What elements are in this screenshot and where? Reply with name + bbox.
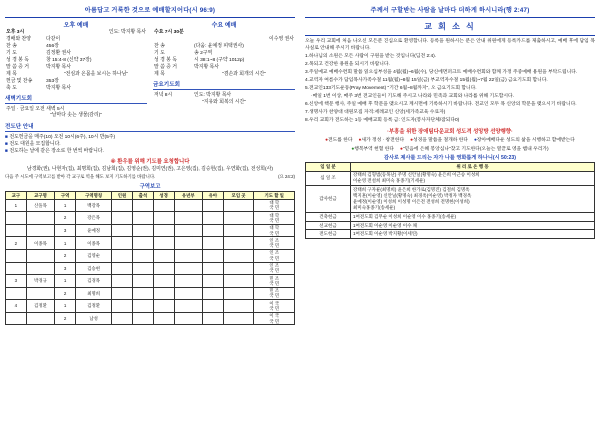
evangelism-guide-text: 전도헌금을 매주(10) 오전 10시(6주), 10시 반(5주) (9, 134, 116, 140)
table-cell (223, 249, 254, 262)
table-row (6, 275, 295, 288)
table-cell: 남성 (76, 312, 112, 325)
ministry-item: ●"믿음에 은혜 봉앙심나"찾고 기도한다(오늘는 열끝로 영을 햄내 우리가) (400, 146, 549, 152)
offering-names: 1여전도회 이순영 박지황(이세연) (351, 230, 595, 239)
order-value: 박지황 목사 (46, 85, 71, 91)
table-cell (174, 199, 202, 212)
table-cell (132, 212, 153, 225)
table-cell: 대 학 국 민 (254, 212, 295, 225)
district-col-header: 인원 (112, 192, 133, 199)
order-label: 헌금 및 찬송 (6, 78, 33, 84)
table-cell: 김영순 (76, 249, 112, 262)
table-cell (132, 287, 153, 300)
table-cell: 2 (55, 212, 76, 225)
order-row (153, 44, 295, 51)
table-cell (174, 262, 202, 275)
district-col-header: 유아 (202, 192, 223, 199)
order-label: 제 목 (6, 71, 17, 77)
service-afternoon-table (5, 30, 147, 92)
table-cell: 2 (55, 287, 76, 300)
order-value: 창 15:4-8 (신약 37장) (46, 58, 92, 64)
table-cell (112, 300, 133, 313)
offering-col-header: 임 일 분 (306, 162, 351, 171)
table-cell (223, 275, 254, 288)
table-cell (202, 287, 223, 300)
order-row (153, 51, 295, 58)
table-cell (26, 212, 54, 225)
table-cell: 민 조 국 민 (254, 287, 295, 300)
right-header: 주께서 구할받는 사람을 날마다 더하게 하시니라(행 2:47) (370, 7, 530, 14)
table-cell: 산돌목 (26, 199, 54, 212)
service-afternoon (5, 20, 147, 120)
offering-category: 건축헌금 (306, 213, 351, 222)
table-row (6, 300, 295, 313)
table-cell: 강은목 (76, 212, 112, 225)
order-label: 주일 · 금요일 오전 새벽 5시 (6, 106, 65, 112)
news-list (305, 54, 595, 125)
table-cell (202, 249, 223, 262)
table-cell (202, 224, 223, 237)
table-cell (112, 287, 133, 300)
dawn-prayer-table (5, 106, 147, 120)
news-item: 4.교역자 여름수가 담임목사가족수절 11월(월)~8월 15일(금) 부교역자수절 15월(월)~7월 22일(금) 금요기도회 합니다. (305, 78, 548, 84)
table-cell (6, 262, 27, 275)
right-header-rule (305, 17, 595, 18)
order-label: 축 도 (6, 85, 17, 91)
district-col-header: 구역명칭 (76, 192, 112, 199)
sick-prayer-band: ※ 환우를 위해 기도를 요청합니다 (110, 159, 190, 166)
news-item: 8.우리 교회가 전도하는 1등 예배교회 등록 금: 인도자(봉사자단체/잠되다0) (305, 118, 460, 123)
service-wednesday-title: 수요 예배 (211, 23, 237, 29)
table-cell: 2 (55, 312, 76, 325)
table-cell: 이종목 (26, 237, 54, 250)
ministry-label: 전도를 한다 (328, 137, 353, 143)
order-row (5, 113, 147, 120)
table-cell: 이 국 국 민 (254, 312, 295, 325)
offering-category: 선교헌금 (306, 221, 351, 230)
table-row (306, 171, 595, 186)
order-value: 353장 (46, 78, 59, 84)
order-value: (다움: 윤예정 피택권사) (194, 44, 244, 50)
table-cell: 김경목 (76, 275, 112, 288)
order-row (5, 78, 147, 85)
ministry-item: ●성경을 말씀을 절개하 한다 (410, 137, 468, 143)
table-cell (174, 237, 202, 250)
ministry-band-title: ·부흥을 위한 장애팀다운교회 성도격 성앙방 선양행향· (387, 128, 513, 135)
district-table-body (6, 199, 295, 325)
table-cell: 백강목 (76, 199, 112, 212)
table-cell (153, 275, 174, 288)
table-row (306, 221, 595, 230)
table-cell: 김승현 (76, 262, 112, 275)
order-row (5, 44, 147, 51)
table-cell: 인 조 국 민 (254, 262, 295, 275)
order-value: 박지황 목사 (194, 64, 219, 70)
order-label: 말 씀 증 거 (6, 64, 29, 70)
table-cell (132, 275, 153, 288)
table-cell (26, 262, 54, 275)
table-cell: 윤예정 (76, 224, 112, 237)
order-row (5, 71, 147, 78)
table-cell (202, 199, 223, 212)
order-value: "겸손과 회개의 시간" (222, 71, 266, 77)
table-cell (153, 262, 174, 275)
table-cell: 대 학 국 민 (254, 224, 295, 237)
table-cell (223, 300, 254, 313)
table-cell: 1 (55, 199, 76, 212)
table-cell: 3 (6, 275, 27, 288)
table-cell: 김정환 (26, 300, 54, 313)
table-cell (132, 237, 153, 250)
table-row (6, 287, 295, 300)
table-cell (6, 212, 27, 225)
table-cell (223, 199, 254, 212)
table-cell (202, 262, 223, 275)
table-row (6, 224, 295, 237)
table-cell: 최명희 (76, 287, 112, 300)
welcome-paragraph: 오늘 우리 교회에 처음 나오신 모든분 진심으로 환영합니다. 등록을 원하시는 분은 안내 위원에게 등록카드를 제출하시고, 예배 후에 담임 목사실로 안내해 주시기 바랍니다. (305, 39, 595, 52)
table-cell (132, 224, 153, 237)
ministry-item: ●전도를 한다 (325, 137, 353, 143)
right-column (300, 0, 600, 424)
table-cell: 대 학 국 민 (254, 199, 295, 212)
table-cell (112, 312, 133, 325)
table-cell (153, 237, 174, 250)
service-afternoon-title: 오후 예배 (63, 23, 89, 29)
table-cell (112, 249, 133, 262)
order-row (5, 58, 147, 65)
evangelism-guide-text: 전도하는 날에 같은 장소로 한 번씩 바랍니다. (9, 149, 104, 155)
table-cell (223, 262, 254, 275)
order-value: 박지황 목사 (46, 64, 71, 70)
table-cell (112, 199, 133, 212)
order-row (153, 71, 295, 78)
table-cell (153, 300, 174, 313)
table-cell (174, 249, 202, 262)
ministry-label: 새가 정성 · 창전한다 (361, 137, 405, 143)
table-cell (26, 312, 54, 325)
order-value: "지유와 회복의 시간" (202, 99, 246, 105)
district-table-caption: 구역보고 (139, 184, 161, 191)
order-value: 이수영 권사 (269, 37, 294, 43)
news-item: 3.주일예교 예배수련회 말씀 읽으심부성을 4월(월)~6월(수), 당신에면퍼크트 예배수련회와 함께 가정 주중예배 용원을 부탁드립니다. (305, 70, 578, 76)
table-cell (174, 312, 202, 325)
order-label: 수요 7시 30분 (154, 30, 184, 36)
district-table (5, 191, 295, 325)
table-cell: 1 (55, 300, 76, 313)
offering-names: 강태희 구자륜(최명희) 윤은희 한가로(김명진) 김철희 김명옥 백지훈(이순영) 신안닐(황명숙) 최경옥(이순영) 박정자 백경옥 윤예정(이순영) 이성희 이성명 이은전 전성희 전명현(이성희) 최미숙홍종기(송세운) (351, 186, 595, 213)
table-row (306, 186, 595, 213)
evangelism-guide-item: ■ 전도헌금을 매주(10) 오전 10시(6주), 10시 반(5주) (5, 134, 116, 140)
order-row (153, 30, 295, 37)
table-row (6, 212, 295, 225)
order-row (5, 37, 147, 44)
friday-prayer-table (153, 92, 295, 106)
table-cell (132, 300, 153, 313)
district-col-header: 성경 (153, 192, 174, 199)
offering-banner: 감사로 제사를 드리는 자가 나를 영화롭게 하나니(시 50:23) (383, 154, 517, 161)
table-cell (6, 249, 27, 262)
order-value: 김정환 권사 (46, 51, 71, 57)
service-wednesday (153, 20, 295, 120)
order-value: 인도: 박지황 목사 (194, 92, 232, 98)
table-cell (174, 300, 202, 313)
evangelism-guide-item: ■ 전도 대원을 모집합니다. (5, 142, 61, 148)
offering-col-header: 위 리 로 온 행 동 (351, 162, 595, 171)
news-title: 교 회 소 식 (424, 22, 476, 31)
table-cell (153, 224, 174, 237)
order-value: 시 38:1~8 (구약 1012p) (194, 58, 245, 64)
table-cell: 3 (55, 224, 76, 237)
table-cell (223, 312, 254, 325)
table-cell (153, 199, 174, 212)
order-value: "전심과 온몸을 보시는 하나님" (63, 71, 129, 77)
ministry-label: 성경을 말씀을 절개하 한다 (413, 137, 468, 143)
district-col-header: 교구명 (26, 192, 54, 199)
order-label: 제 목 (154, 71, 165, 77)
evangelism-guide-title: 전도단 안내 (5, 123, 34, 130)
table-cell (132, 199, 153, 212)
district-col-header: 모임 곳 (223, 192, 254, 199)
news-title-rule (305, 35, 595, 36)
table-cell (26, 224, 54, 237)
table-cell (202, 275, 223, 288)
order-row (153, 58, 295, 65)
news-item: 7.생명사가 찬양대 대원모집 자격:세례교인 신앙(세가족교육 수료자) (305, 110, 446, 116)
ministry-label: 행복부역 헌혈 한다 (354, 146, 395, 152)
table-cell (223, 212, 254, 225)
table-row (6, 249, 295, 262)
order-row (153, 92, 295, 99)
offering-names: 1여전도회 이순영 이순영 이수 채 (351, 221, 595, 230)
table-cell: 4 (6, 300, 27, 313)
order-value: "날마다 솟는 생물(감리)" (50, 113, 102, 119)
district-col-header: 구역 (55, 192, 76, 199)
evangelism-guide-item: ■ 전도하는 날에 같은 장소로 한 번씩 바랍니다. (5, 149, 104, 155)
district-col-header: 출석 (132, 192, 153, 199)
district-col-header: 유년부 (174, 192, 202, 199)
table-cell: 이종목 (76, 237, 112, 250)
table-cell (153, 212, 174, 225)
news-item: 5.전교인133기도운동(Pray Movement) "기간 6월~8월까지", 오 금요기도회 합니다. (305, 86, 477, 92)
table-row (6, 262, 295, 275)
order-row (153, 99, 295, 106)
table-cell: 인 조 국 민 (254, 237, 295, 250)
table-cell (132, 249, 153, 262)
left-header: 아름답고 거룩한 것으로 예배할지어다(시 96:9) (84, 7, 216, 14)
table-cell (174, 275, 202, 288)
order-value: 다같이 (46, 37, 61, 43)
table-cell (174, 224, 202, 237)
district-col-header: 교구 (6, 192, 27, 199)
dawn-prayer-rule (5, 103, 147, 104)
table-cell (174, 287, 202, 300)
table-cell: 3 (55, 262, 76, 275)
ministry-item: ●새가 정성 · 창전한다 (358, 137, 405, 143)
table-cell (202, 237, 223, 250)
district-note-text: 다음 주 시도에 구역보고를 받아 각 교구로 역을 해도 보지 기도하기를 바랍니다. (5, 174, 156, 180)
friday-prayer-rule (153, 89, 295, 90)
order-value: 456장 (46, 44, 59, 50)
table-cell (112, 262, 133, 275)
sick-prayer-names: 남경화(권), 나현자(집), 최명희(집), 김남희(집), 김영순(권), 김미연(권), 고은영(집), 김승현(집), 우연화(집), 전성희(사) (26, 167, 273, 173)
table-cell (202, 212, 223, 225)
table-cell (112, 237, 133, 250)
order-label: 기 도 (6, 51, 17, 57)
table-cell (112, 212, 133, 225)
table-cell (223, 287, 254, 300)
order-label: 성 경 봉 독 (154, 58, 177, 64)
ministry-label: "믿음에 은혜 봉앙심나"찾고 기도한다(오늘는 열끝로 영을 햄내 우리가) (402, 146, 549, 152)
order-label: 찬 송 (6, 44, 17, 50)
ministry-item: ●장아예배다운 성도의 삶을 시행하고 할애받는다 (473, 137, 575, 143)
table-cell (153, 287, 174, 300)
order-row (5, 85, 147, 92)
news-item: 1.하나님의 소원은 모든 사람이 구원을 받는 것입니다(딤전 2:4). (305, 54, 437, 60)
table-cell (6, 287, 27, 300)
table-cell (26, 249, 54, 262)
table-cell: 김정환 (76, 300, 112, 313)
offering-names: 강태희 김형범(등목난) 주명 신안닐(황명숙) 윤은희 이근승 이성희 이순영 전설희 최미숙 홍종기(기세운) (351, 171, 595, 186)
order-label: 찬 송 (154, 44, 165, 50)
district-note (5, 174, 295, 180)
order-value: 송 2구역 (194, 51, 213, 57)
district-col-header: 기도 할 일 (254, 192, 295, 199)
dawn-prayer-title: 새벽기도회 (5, 96, 33, 103)
evangelism-guide-text: 전도 대원을 모집합니다. (9, 142, 61, 148)
table-cell: 2 (6, 237, 27, 250)
services-row (5, 20, 295, 120)
table-cell (112, 224, 133, 237)
order-label: 성 경 봉 독 (6, 58, 29, 64)
order-row (5, 51, 147, 58)
offering-table-body (306, 171, 595, 239)
offering-table (305, 162, 595, 239)
table-cell (223, 224, 254, 237)
table-cell (153, 312, 174, 325)
table-cell (132, 262, 153, 275)
table-cell: 이 국 국 민 (254, 300, 295, 313)
table-row (306, 230, 595, 239)
table-cell (202, 312, 223, 325)
left-header-rule (5, 17, 295, 18)
table-cell (202, 300, 223, 313)
offering-names: 1여전도회 김무순 이성희 이순영 이수 홍종기(송세운) (351, 213, 595, 222)
table-cell: 민 조 국 민 (254, 275, 295, 288)
table-cell (153, 249, 174, 262)
table-row (6, 199, 295, 212)
order-value: 인도: 박지황 목사 (108, 30, 146, 36)
table-cell: 박경규 (26, 275, 54, 288)
order-label: 말 씀 증 거 (154, 64, 177, 70)
table-cell: 1 (6, 199, 27, 212)
offering-table-header-row (306, 162, 595, 171)
district-note-ref: (요 24:2) (278, 174, 295, 180)
table-cell (112, 275, 133, 288)
evangelism-guide-rule (5, 131, 295, 132)
ministry-list (305, 136, 595, 152)
table-cell (174, 212, 202, 225)
table-cell: 1 (55, 237, 76, 250)
order-label: 저녁 8시 (154, 92, 173, 98)
table-cell (26, 287, 54, 300)
service-wednesday-table (153, 30, 295, 78)
order-label: 경배와 찬양 (6, 37, 31, 43)
news-item: 2.목되고 건강한 용원을 되시기 바랍니다. (305, 62, 390, 68)
order-row (153, 65, 295, 72)
offering-category: 전도헌금 (306, 230, 351, 239)
news-item: 6.신앙에 핵문 행사, 주일 예배 후 학문을 맺으시고 계시면에 기록하시기 바랍니다. 전교인 모두 목 신앙의 학문을 맺으시기 바랍니다. (305, 102, 577, 108)
order-row (5, 30, 147, 37)
order-row (153, 37, 295, 44)
offering-category: 십 일 조 (306, 171, 351, 186)
table-row (6, 312, 295, 325)
order-label: 오후 3시 (6, 30, 25, 36)
table-cell (6, 224, 27, 237)
table-row (6, 237, 295, 250)
ministry-item: ●행복부역 헌혈 한다 (351, 146, 395, 152)
order-row (5, 65, 147, 72)
table-row (306, 213, 595, 222)
table-cell (223, 237, 254, 250)
friday-prayer-title: 금요기도회 (153, 82, 181, 89)
table-cell: 1 (55, 275, 76, 288)
offering-category: 감사헌금 (306, 186, 351, 213)
table-cell (132, 312, 153, 325)
order-label: 기 도 (154, 51, 165, 57)
table-cell: 2 (55, 249, 76, 262)
table-cell (6, 312, 27, 325)
table-cell: 인 조 국 민 (254, 249, 295, 262)
district-table-header-row (6, 192, 295, 199)
ministry-label: 장아예배다운 성도의 삶을 시행하고 할애받는다 (476, 137, 575, 143)
news-subitem: ·매일 1번 이상, 매주 3번 전교인들이 기도해 주시고 나라와 민족과 교회와 나라를 위해 기도합시다. (311, 94, 515, 100)
